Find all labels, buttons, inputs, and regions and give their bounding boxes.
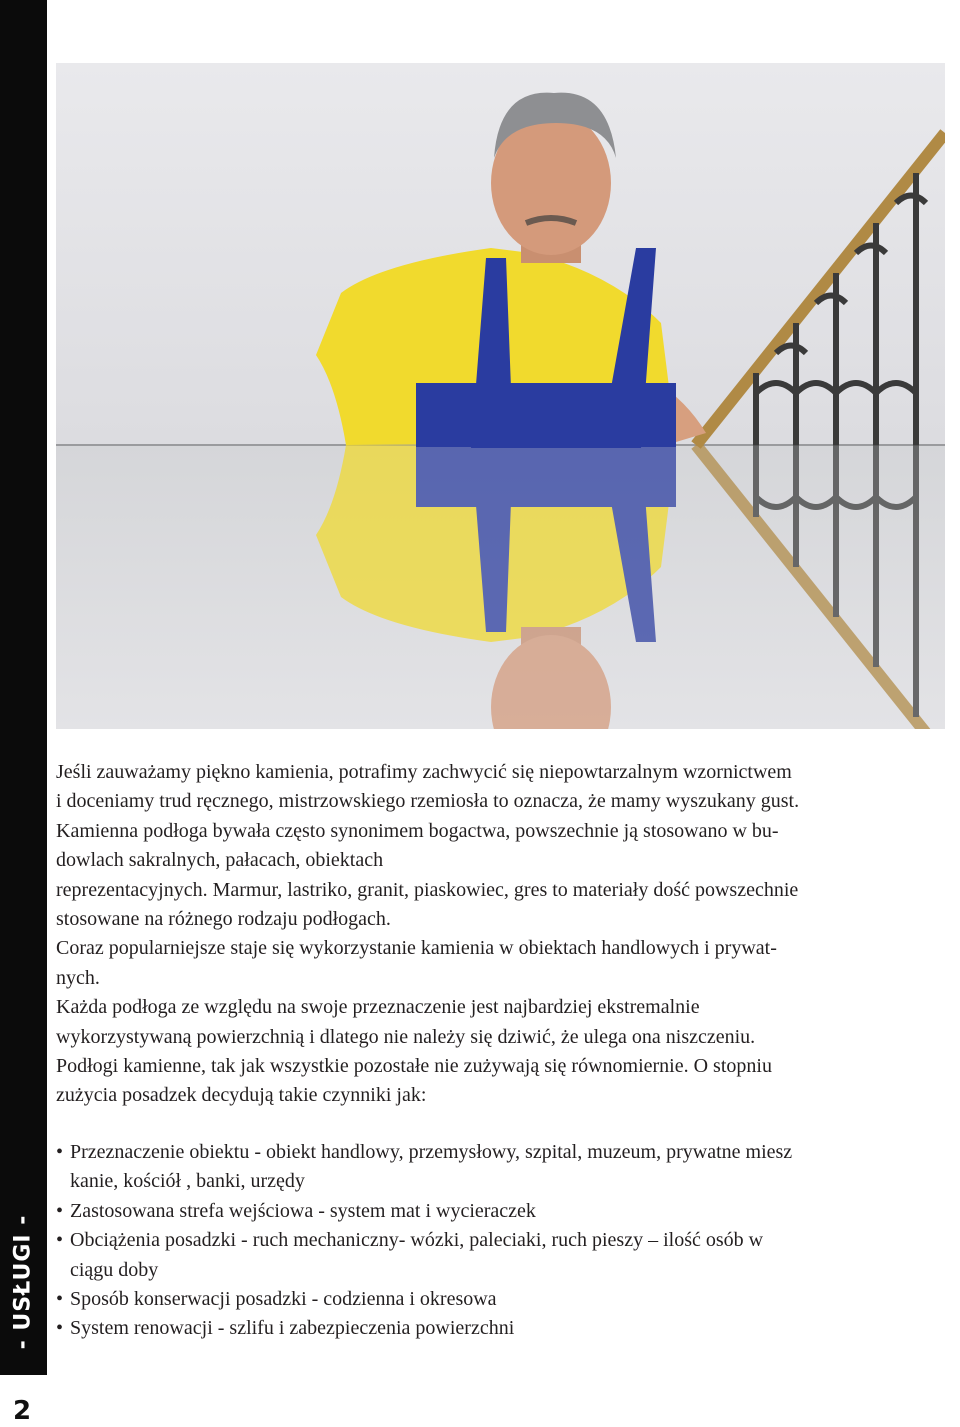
list-item: • Przeznaczenie obiektu - obiekt handlowy, przemysłowy, szpital, muzeum, prywatne miesz: [56, 1138, 951, 1167]
list-item-text: kanie, kościół , banki, urzędy: [70, 1170, 305, 1193]
article-line: wykorzystywaną powierzchnią i dlatego nie należy się dziwić, że ulega ona niszczeniu.: [56, 1025, 756, 1048]
article-line: Coraz popularniejsze staje się wykorzystanie kamienia w obiektach handlowych i prywat-: [56, 937, 777, 960]
photo-illustration: [56, 63, 945, 729]
list-item-continuation: [56, 1256, 951, 1285]
side-bar: [0, 0, 47, 1375]
list-item-continuation: [56, 1167, 951, 1196]
article-line: Każda podłoga ze względu na swoje przeznaczenie jest najbardziej ekstremalnie: [56, 996, 700, 1019]
list-item: • Sposób konserwacji posadzki - codzienna i okresowa: [56, 1285, 951, 1314]
section-label: - USŁUGI -: [10, 1214, 36, 1350]
article-line: zużycia posadzek decydują takie czynniki jak:: [56, 1084, 427, 1107]
article-line: nych.: [56, 966, 100, 989]
article-body: [56, 758, 951, 1111]
article-line: Jeśli zauważamy piękno kamienia, potrafimy zachwycić się niepowtarzalnym wzornictwem: [56, 761, 792, 783]
photo: [56, 63, 945, 729]
article-line: dowlach sakralnych, pałacach, obiektach: [56, 849, 384, 872]
list-item: • Zastosowana strefa wejściowa - system mat i wycieraczek: [56, 1197, 951, 1226]
factors-list: [56, 1138, 951, 1344]
list-item: • System renowacji - szlifu i zabezpieczenia powierzchni: [56, 1314, 951, 1343]
page-number: 2: [13, 1396, 32, 1426]
list-item: • Obciążenia posadzki - ruch mechaniczny- wózki, paleciaki, ruch pieszy – ilość osób w: [56, 1226, 951, 1255]
article-line: Podłogi kamienne, tak jak wszystkie pozostałe nie zużywają się równomiernie. O stopniu: [56, 1055, 772, 1078]
article-line: reprezentacyjnych. Marmur, lastriko, granit, piaskowiec, gres to materiały dość powszechnie: [56, 878, 799, 901]
article-line: i doceniamy trud ręcznego, mistrzowskiego rzemiosła to oznacza, że mamy wyszukany gust.: [56, 790, 800, 813]
article-line: Kamienna podłoga bywała często synonimem bogactwa, powszechnie ją stosowano w bu-: [56, 819, 779, 842]
article-line: stosowane na różnego rodzaju podłogach.: [56, 908, 391, 931]
list-item-text: ciągu doby: [70, 1258, 159, 1281]
